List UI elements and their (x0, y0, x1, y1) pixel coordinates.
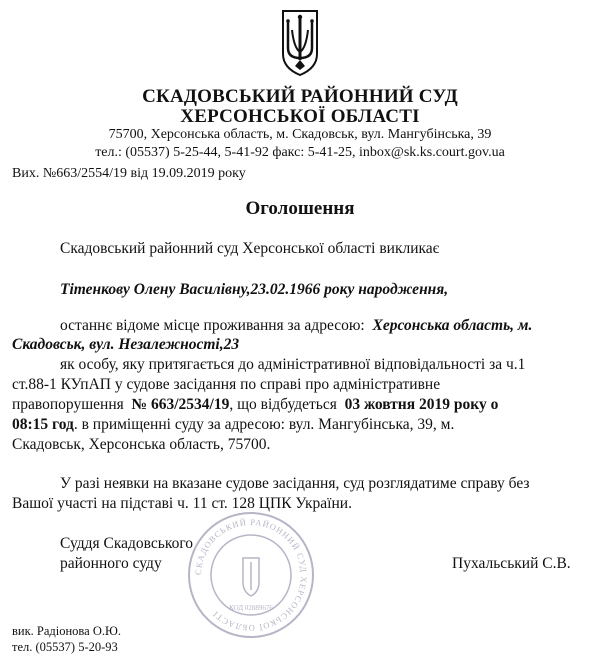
case-line-3 (12, 396, 498, 414)
case-line-5: Скадовськ, Херсонська область, 75700. (12, 436, 271, 453)
person-line: Тітенкову Олену Василівну,23.02.1966 року народження, (60, 281, 449, 298)
stamp-ring-text: СКАДОВСЬКИЙ РАЙОННИЙ СУД ХЕРСОНСЬКОЇ ОБЛАСТІ (192, 516, 310, 634)
case-number: № 663/2534/19 (131, 396, 230, 413)
case-line-2 (12, 376, 586, 394)
hearing-date: 03 жовтня 2019 року о (344, 396, 499, 413)
notice-title: Оголошення (245, 198, 355, 219)
court-stamp-seal (186, 510, 316, 640)
residence-address-1: Херсонська область, м. (372, 317, 533, 334)
case-line-4-b: . в приміщенні суду за адресою: вул. Мангубінська, 39, м. (73, 416, 455, 433)
residence-address-2: Скадовськ, вул. Незалежності,23 (12, 336, 240, 353)
outgoing-number: Вих. №663/2554/19 від 19.09.2019 року (12, 166, 246, 181)
judge-role-line2: районного суду (60, 555, 162, 572)
executor-phone: тел. (05537) 5-20-93 (12, 640, 118, 654)
absence-line-1: У разі неявки на вказане судове засідання, суд розглядатиме справу без (60, 475, 530, 492)
intro-line: Скадовський районний суд Херсонської області викликає (60, 240, 440, 257)
absence-line-2: Вашої участі на підставі ч. 11 ст. 128 ЦПК України. (12, 495, 352, 512)
trident-emblem-icon (280, 8, 320, 78)
court-name-line1: СКАДОВСЬКИЙ РАЙОННИЙ СУД (142, 86, 458, 107)
judge-name: Пухальський С.В. (452, 555, 571, 572)
court-contacts: тел.: (05537) 5-25-44, 5-41-92 факс: 5-41-25, inbox@sk.ks.court.gov.ua (95, 145, 505, 160)
case-line-3-b: , що відбудеться (229, 396, 337, 413)
court-address: 75700, Херсонська область, м. Скадовськ, вул. Мангубінська, 39 (108, 127, 492, 142)
court-name-line2: ХЕРСОНСЬКОЇ ОБЛАСТІ (180, 106, 420, 127)
case-line-2-text: ст.88-1 КУпАП у судове засідання по справі про адміністративне (12, 376, 441, 393)
case-line-4 (12, 416, 454, 434)
residence-line (60, 317, 532, 335)
executor-name: вик. Радіонова О.Ю. (12, 624, 121, 638)
residence-lead: останнє відоме місце проживання за адресою: (60, 317, 365, 334)
stamp-code: КОД 02889676 (229, 604, 273, 612)
hearing-time: 08:15 год (12, 416, 74, 433)
case-line-1: як особу, яку притягається до адміністративної відповідальності за ч.1 (60, 356, 526, 373)
judge-role-line1: Суддя Скадовського (60, 535, 194, 552)
case-line-3-a: правопорушення (12, 396, 124, 413)
